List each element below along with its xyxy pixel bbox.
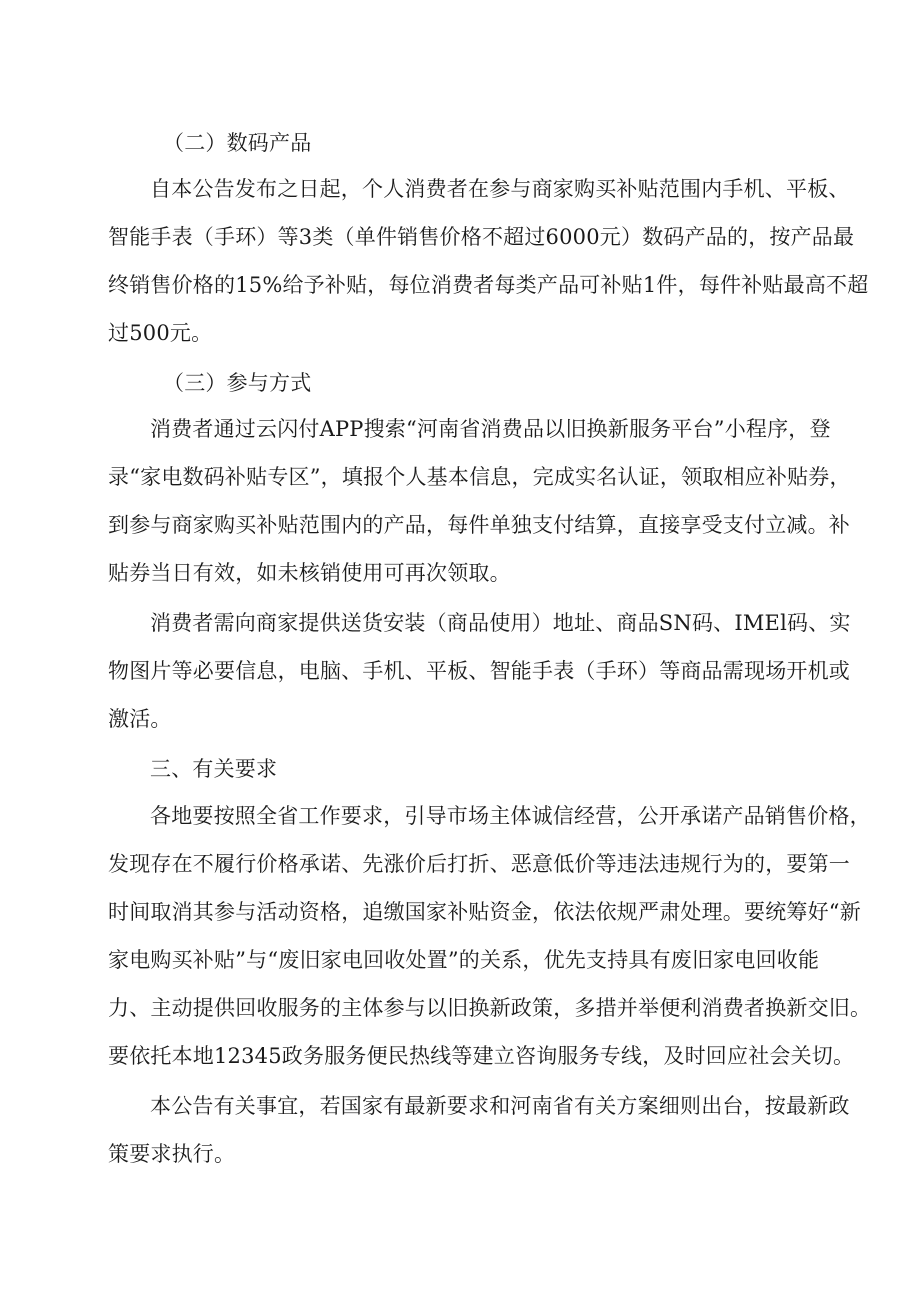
paragraph-line: 时间取消其参与活动资格，追缴国家补贴资金，依法依规严肃处理。要统筹好“新 <box>108 900 861 924</box>
paragraph-line: 消费者需向商家提供送货安装（商品使用）地址、商品SN码、IMEl码、实 <box>150 611 851 635</box>
section-heading-participation: （三）参与方式 <box>163 371 312 395</box>
paragraph-line: 要依托本地12345政务服务便民热线等建立咨询服务专线，及时回应社会关切。 <box>108 1044 855 1068</box>
paragraph-line: 自本公告发布之日起，个人消费者在参与商家购买补贴范围内手机、平板、 <box>150 177 850 201</box>
paragraph-line: 智能手表（手环）等3类（单件销售价格不超过6000元）数码产品的，按产品最 <box>108 225 855 249</box>
section-heading-requirements: 三、有关要求 <box>150 757 278 781</box>
paragraph-line: 激活。 <box>108 707 172 731</box>
paragraph-line: 到参与商家购买补贴范围内的产品，每件单独支付结算，直接享受支付立减。补 <box>108 513 850 537</box>
section-heading-digital-products: （二）数码产品 <box>163 131 312 155</box>
paragraph-line: 录“家电数码补贴专区”，填报个人基本信息，完成实名认证，领取相应补贴券， <box>108 465 851 489</box>
paragraph-line: 过500元。 <box>108 321 213 345</box>
paragraph-line: 发现存在不履行价格承诺、先涨价后打折、恶意低价等违法违规行为的，要第一 <box>108 852 850 876</box>
paragraph-line: 各地要按照全省工作要求，引导市场主体诚信经营，公开承诺产品销售价格， <box>150 804 871 828</box>
paragraph-line: 终销售价格的15%给予补贴，每位消费者每类产品可补贴1件，每件补贴最高不超 <box>108 273 869 297</box>
paragraph-line: 物图片等必要信息，电脑、手机、平板、智能手表（手环）等商品需现场开机或 <box>108 659 850 683</box>
paragraph-line: 贴券当日有效，如未核销使用可再次领取。 <box>108 561 511 585</box>
paragraph-line: 力、主动提供回收服务的主体参与以旧换新政策，多措并举便利消费者换新交旧。 <box>108 996 872 1020</box>
paragraph-line: 本公告有关事宜，若国家有最新要求和河南省有关方案细则出台，按最新政 <box>150 1094 850 1118</box>
paragraph-line: 消费者通过云闪付APP搜索“河南省消费品以旧换新服务平台”小程序，登 <box>150 417 831 441</box>
paragraph-line: 家电购买补贴”与“废旧家电回收处置”的关系，优先支持具有废旧家电回收能 <box>108 948 820 972</box>
paragraph-line: 策要求执行。 <box>108 1142 236 1166</box>
